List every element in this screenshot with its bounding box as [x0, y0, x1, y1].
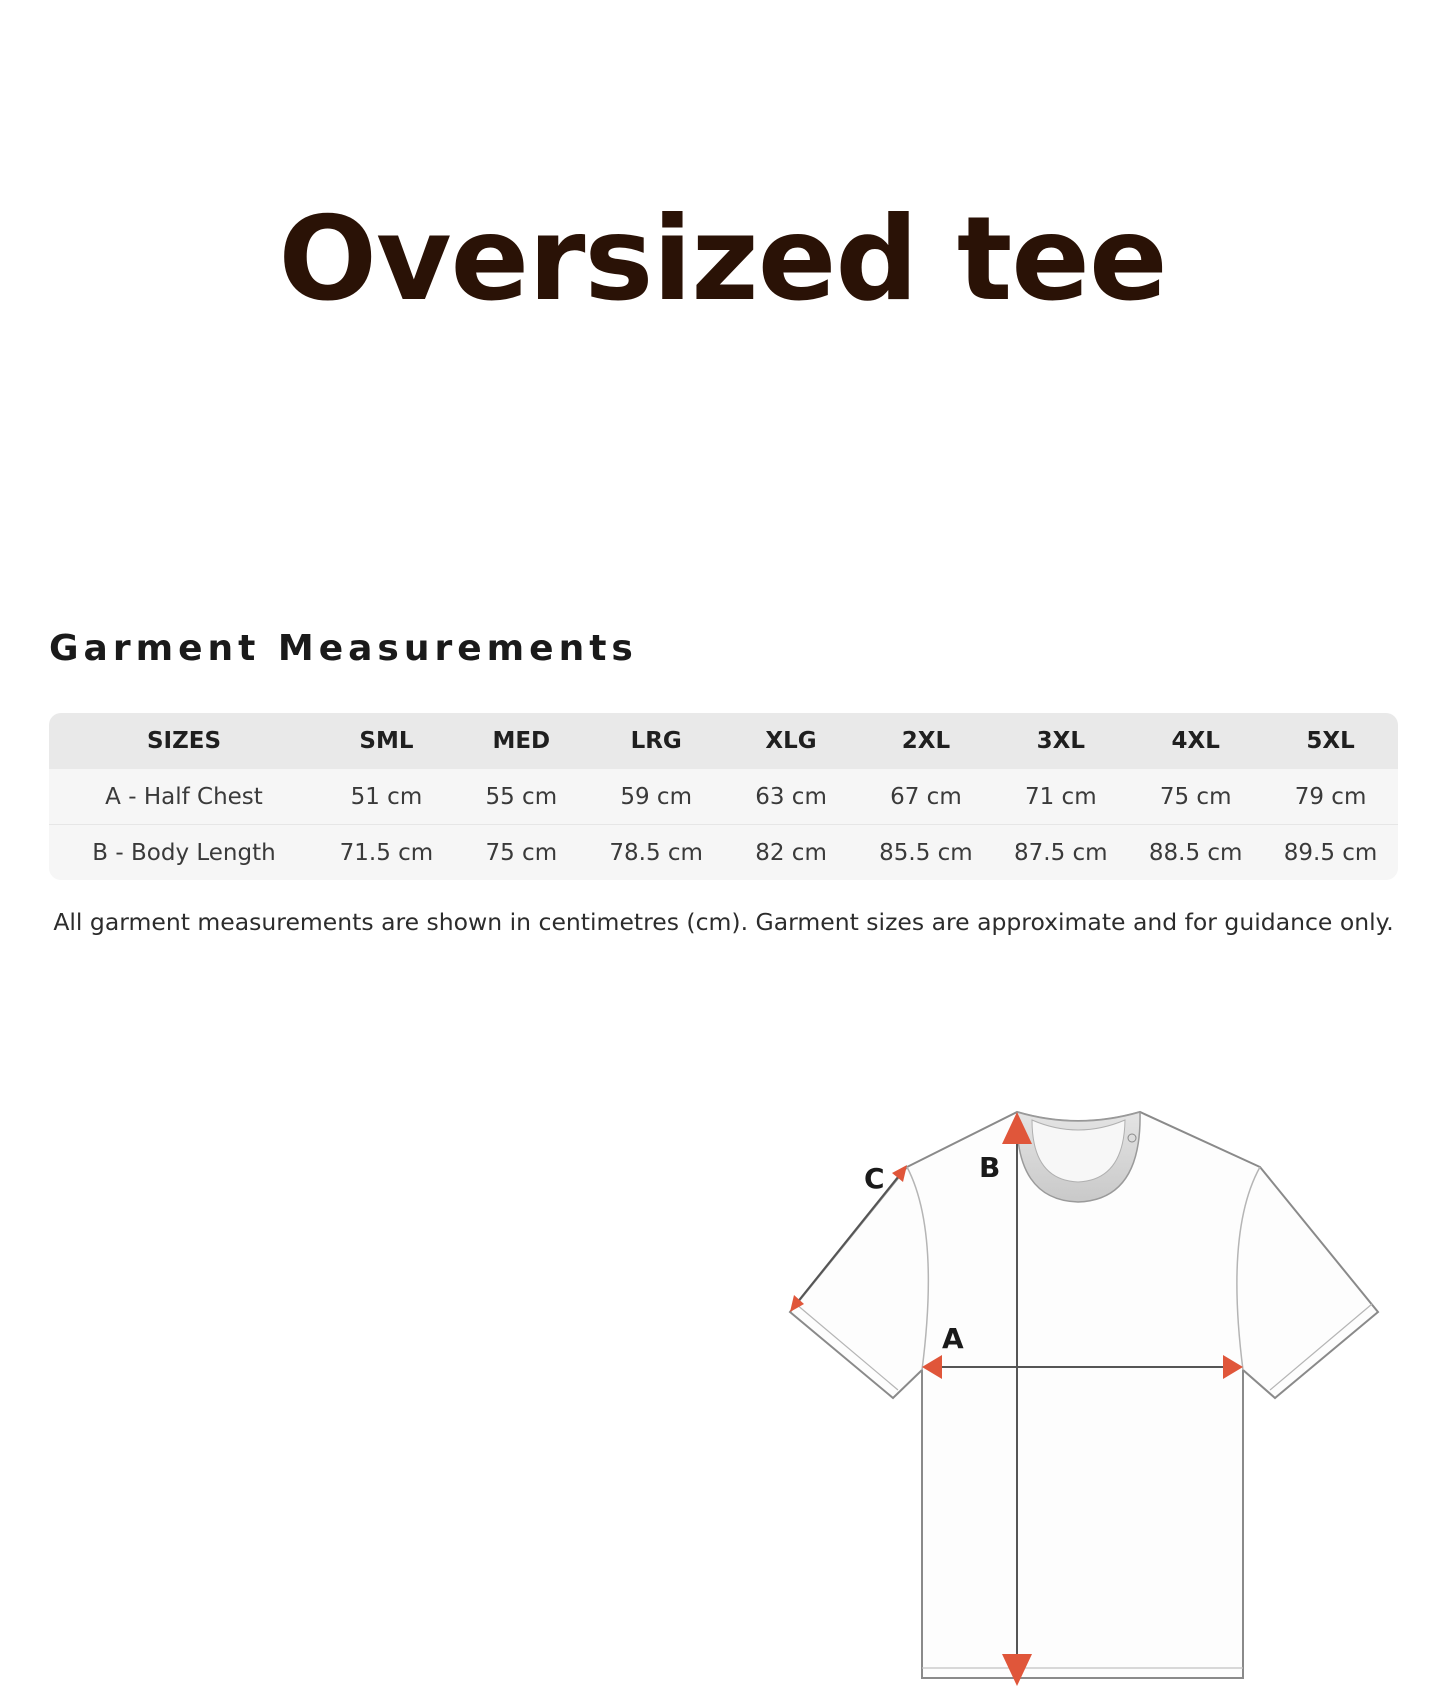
table-cell: 87.5 cm [993, 825, 1128, 881]
table-row-body-length [49, 825, 1398, 881]
size-table-container [49, 713, 1398, 880]
table-header-row [49, 713, 1398, 769]
table-cell: 78.5 cm [589, 825, 724, 881]
table-cell: 79 cm [1263, 769, 1398, 825]
header-xlg: XLG [724, 713, 859, 769]
header-lrg: LRG [589, 713, 724, 769]
table-cell: 75 cm [1128, 769, 1263, 825]
table-cell: 51 cm [319, 769, 454, 825]
section-heading: Garment Measurements [49, 628, 638, 669]
measurement-note: All garment measurements are shown in centimetres (cm). Garment sizes are approximate and for guidance only. [53, 908, 1394, 936]
header-5xl: 5XL [1263, 713, 1398, 769]
header-3xl: 3XL [993, 713, 1128, 769]
row-label: B - Body Length [49, 825, 319, 881]
label-a: A [942, 1322, 964, 1355]
table-cell: 82 cm [724, 825, 859, 881]
table-cell: 71.5 cm [319, 825, 454, 881]
table-cell: 71 cm [993, 769, 1128, 825]
size-table [49, 713, 1398, 880]
tshirt-diagram [770, 1090, 1390, 1686]
table-cell: 88.5 cm [1128, 825, 1263, 881]
table-cell: 67 cm [859, 769, 994, 825]
row-label: A - Half Chest [49, 769, 319, 825]
label-c: C [864, 1162, 885, 1195]
table-cell: 55 cm [454, 769, 589, 825]
header-sml: SML [319, 713, 454, 769]
table-cell: 85.5 cm [859, 825, 994, 881]
label-b: B [979, 1151, 1001, 1184]
table-row-half-chest [49, 769, 1398, 825]
header-med: MED [454, 713, 589, 769]
tshirt-diagram-svg [770, 1090, 1390, 1686]
table-cell: 59 cm [589, 769, 724, 825]
header-4xl: 4XL [1128, 713, 1263, 769]
product-title: Oversized tee [278, 192, 1167, 327]
table-cell: 75 cm [454, 825, 589, 881]
header-sizes: SIZES [49, 713, 319, 769]
table-cell: 89.5 cm [1263, 825, 1398, 881]
table-cell: 63 cm [724, 769, 859, 825]
header-2xl: 2XL [859, 713, 994, 769]
